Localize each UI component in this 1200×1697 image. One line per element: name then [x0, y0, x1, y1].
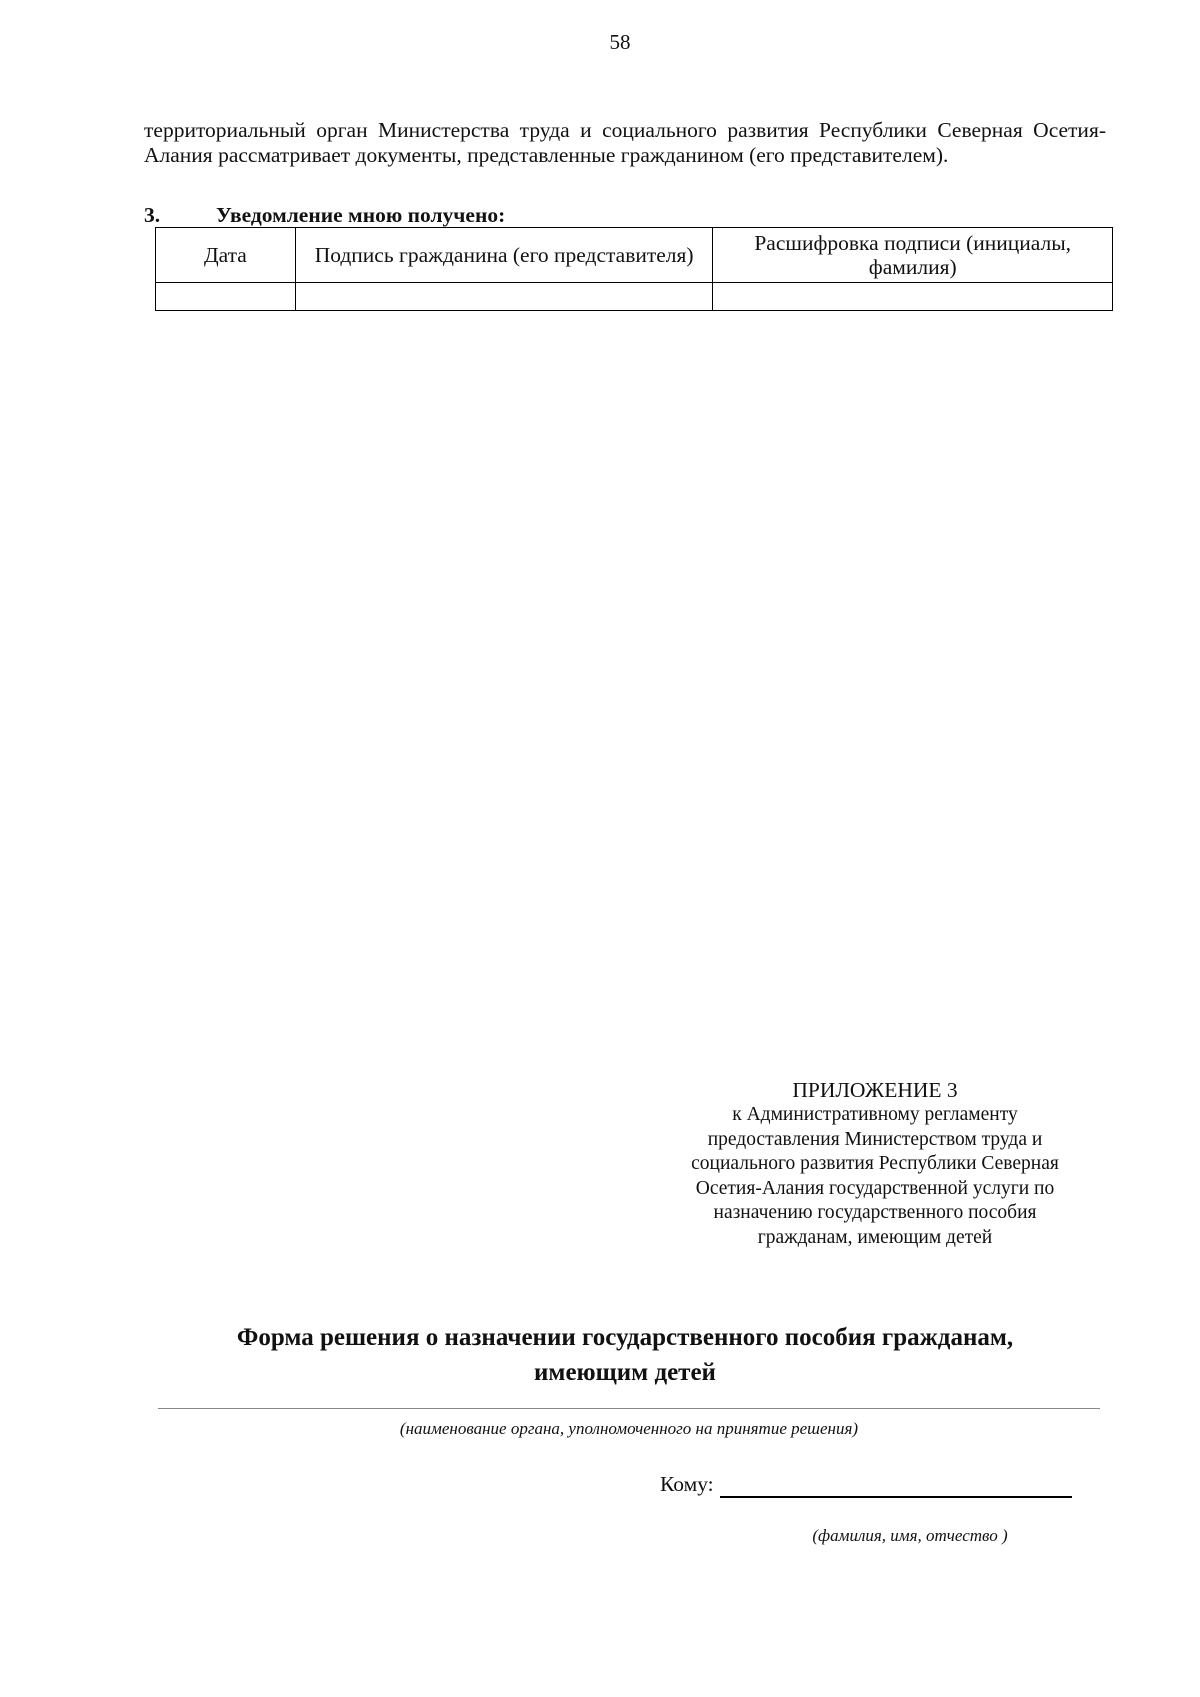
recipient-caption: (фамилия, имя, отчество )	[812, 1526, 1008, 1545]
cell-signature-decoding	[713, 283, 1113, 311]
cell-signature	[295, 283, 713, 311]
form-title	[150, 1320, 1100, 1390]
recipient-fill-line	[720, 1474, 1072, 1498]
header-date: Дата	[156, 228, 296, 283]
header-signature-decoding: Расшифровка подписи (инициалы, фамилия)	[713, 228, 1113, 283]
section-title: Уведомление мною получено:	[216, 203, 506, 227]
recipient-label: Кому:	[660, 1472, 714, 1496]
table-header-row	[156, 228, 1113, 283]
page-number: 58	[609, 30, 631, 54]
org-name-caption: (наименование органа, уполномоченного на принятие решения)	[399, 1419, 859, 1438]
section-number: 3.	[144, 203, 161, 227]
recipient-field	[660, 1470, 1090, 1498]
annex-line: социального развития Республики Северная	[691, 1153, 1059, 1174]
intro-paragraph: территориальный орган Министерства труда и социального развития Республики Северная Осетия-Алания рассматривает документы, представленные гражданином (его представителем).	[144, 118, 1106, 167]
annex-line: предоставления Министерством труда и	[707, 1128, 1043, 1150]
annex-line: к Административному регламенту	[732, 1104, 1018, 1125]
cell-date	[156, 283, 296, 311]
annex-line: Осетия-Алания государственной услуги по	[695, 1177, 1055, 1199]
annex-line: гражданам, имеющим детей	[757, 1226, 993, 1248]
form-title-line: Форма решения о назначении государственного пособия гражданам,	[236, 1324, 1014, 1351]
header-signature: Подпись гражданина (его представителя)	[295, 228, 713, 283]
section-heading	[144, 203, 1106, 227]
annex-title: ПРИЛОЖЕНИЕ 3	[792, 1078, 958, 1102]
annex-line: назначению государственного пособия	[713, 1202, 1037, 1223]
acknowledgement-table	[155, 227, 1113, 311]
table-row	[156, 283, 1113, 311]
org-name-line	[158, 1408, 1100, 1409]
annex-block	[630, 1077, 1120, 1250]
form-title-line: имеющим детей	[534, 1359, 716, 1386]
